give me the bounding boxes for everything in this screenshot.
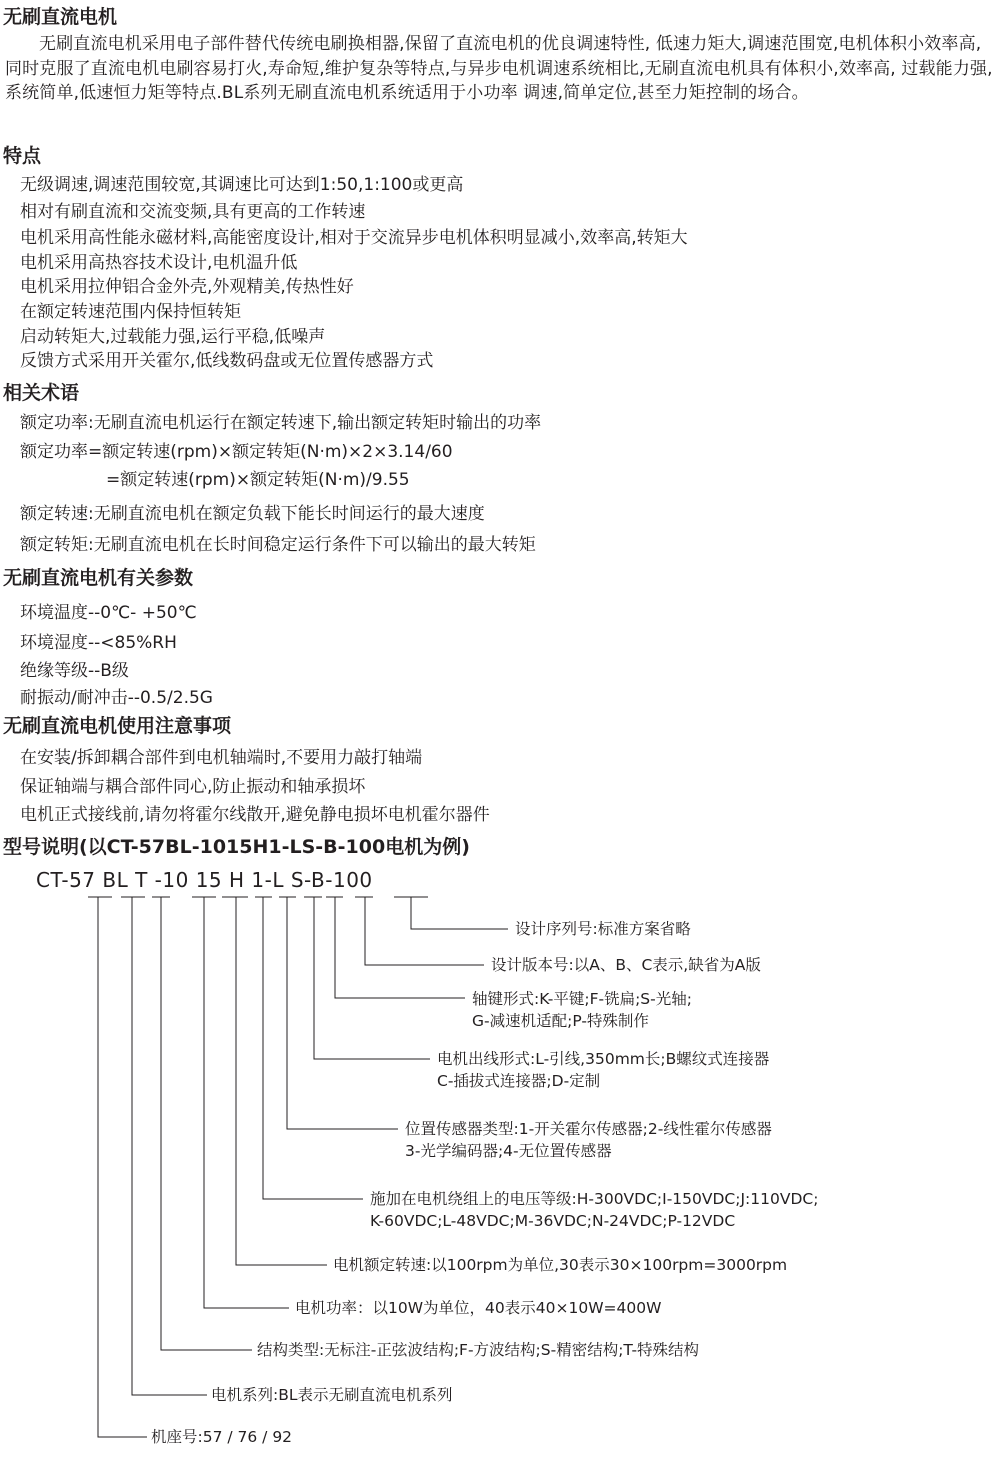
desc-position-sensor-type: 位置传感器类型:1-开关霍尔传感器;2-线性霍尔传感器 3-光学编码器;4-无位置传感器	[405, 1120, 772, 1160]
desc-motor-series: 电机系列:BL表示无刷直流电机系列	[211, 1386, 453, 1404]
desc-frame-size: 机座号:57 / 76 / 92	[151, 1428, 293, 1446]
desc-design-version: 设计版本号:以A、B、C表示,缺省为A版	[491, 956, 761, 974]
intro-paragraph: 无刷直流电机采用电子部件替代传统电刷换相器,保留了直流电机的优良调速特性, 低速力矩大,调速范围宽,电机体积小效率高,同时克服了直流电机电刷容易打火,寿命短,维护复杂等特点,与异步电机调速系统相比,无刷直流电机具有体积小,效率高, 过载能力强,系统简单,低速恒力矩等特点.BL系列无刷直流电机系统适用于小功率 调速,简单定位,甚至力矩控制的场合。	[5, 34, 993, 103]
rated-speed-definition: 额定转速:无刷直流电机在额定负载下能长时间运行的最大速度	[20, 504, 485, 524]
desc-shaft-key-type: 轴键形式:K-平键;F-铣扁;S-光轴; G-减速机适配;P-特殊制作	[472, 990, 692, 1030]
desc-voltage-level: 施加在电机绕组上的电压等级:H-300VDC;I-150VDC;J:110VDC; K-60VDC;L-48VDC;M-36VDC;N-24VDC;P-12VDC	[370, 1190, 819, 1230]
param-item: 环境湿度--<85%RH	[20, 633, 177, 653]
rated-power-formula-alt: =额定转速(rpm)×额定转矩(N·m)/9.55	[106, 470, 410, 490]
feature-item: 启动转矩大,过载能力强,运行平稳,低噪声	[20, 327, 326, 347]
features-heading: 特点	[3, 145, 42, 167]
desc-rated-speed: 电机额定转速:以100rpm为单位,30表示30×100rpm=3000rpm	[333, 1256, 788, 1274]
feature-item: 相对有刷直流和交流变频,具有更高的工作转速	[20, 202, 366, 222]
desc-lead-out-type: 电机出线形式:L-引线,350mm长;B螺纹式连接器 C-插拔式连接器;D-定制	[437, 1050, 770, 1090]
page-title: 无刷直流电机	[3, 6, 118, 28]
note-item: 在安装/拆卸耦合部件到电机轴端时,不要用力敲打轴端	[20, 748, 423, 768]
desc-motor-power: 电机功率：以10W为单位，40表示40×10W=400W	[295, 1299, 662, 1317]
param-item: 耐振动/耐冲击--0.5/2.5G	[20, 688, 213, 708]
feature-item: 无级调速,调速范围较宽,其调速比可达到1:50,1:100或更高	[20, 175, 464, 195]
desc-design-serial: 设计序列号:标准方案省略	[515, 920, 691, 938]
param-item: 绝缘等级--B级	[20, 661, 129, 681]
rated-power-definition: 额定功率:无刷直流电机运行在额定转速下,输出额定转矩时输出的功率	[20, 413, 542, 433]
rated-torque-definition: 额定转矩:无刷直流电机在长时间稳定运行条件下可以输出的最大转矩	[20, 535, 536, 555]
feature-item: 反馈方式采用开关霍尔,低线数码盘或无位置传感器方式	[20, 351, 434, 371]
feature-item: 电机采用高热容技术设计,电机温升低	[20, 253, 298, 273]
feature-item: 电机采用拉伸铝合金外壳,外观精美,传热性好	[20, 277, 354, 297]
notes-heading: 无刷直流电机使用注意事项	[3, 715, 232, 737]
feature-item: 在额定转速范围内保持恒转矩	[20, 302, 241, 322]
model-heading: 型号说明(以CT-57BL-1015H1-LS-B-100电机为例)	[3, 836, 470, 858]
terms-heading: 相关术语	[3, 382, 80, 404]
model-code: CT-57 BL T -10 15 H 1-L S-B-100	[36, 868, 373, 892]
feature-item: 电机采用高性能永磁材料,高能密度设计,相对于交流异步电机体积明显减小,效率高,转矩大	[20, 228, 688, 248]
note-item: 电机正式接线前,请勿将霍尔线散开,避免静电损坏电机霍尔器件	[20, 805, 490, 825]
rated-power-formula: 额定功率=额定转速(rpm)×额定转矩(N·m)×2×3.14/60	[20, 442, 453, 462]
note-item: 保证轴端与耦合部件同心,防止振动和轴承损坏	[20, 777, 366, 797]
params-heading: 无刷直流电机有关参数	[3, 567, 194, 589]
param-item: 环境温度--0℃- +50℃	[20, 603, 197, 623]
desc-structure-type: 结构类型:无标注-正弦波结构;F-方波结构;S-精密结构;T-特殊结构	[257, 1341, 700, 1359]
